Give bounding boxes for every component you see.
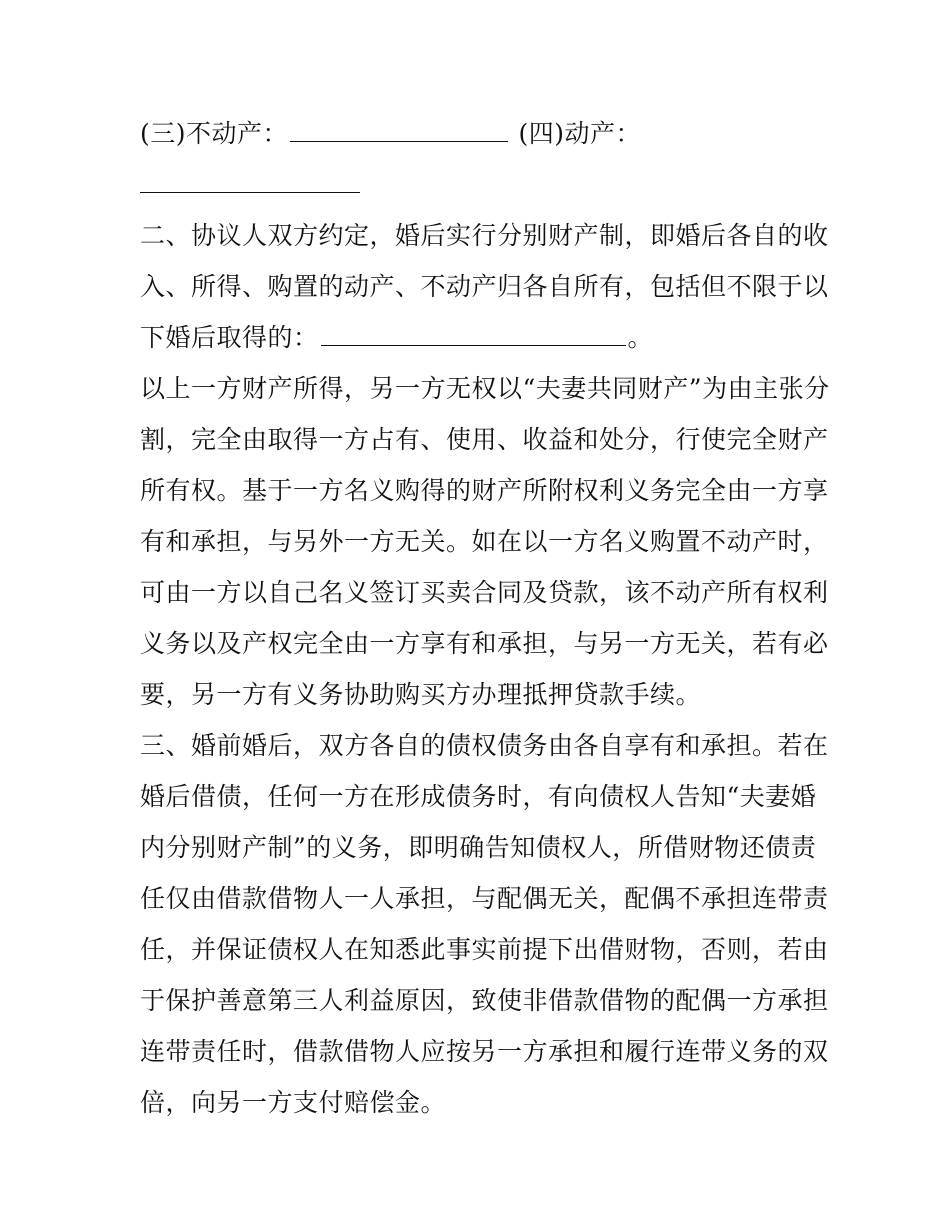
section-2-blank-line [140, 312, 820, 363]
consequence-line: 割，完全由取得一方占有、使用、收益和处分，行使完全财产 [140, 425, 829, 454]
section-2-blank-suffix: 。 [627, 323, 654, 352]
section-3-line: 任，并保证债权人在知悉此事实前提下出借财物，否则，若由 [140, 935, 829, 964]
consequence-line: 义务以及产权完全由一方享有和承担，与另一方无关，若有必 [140, 629, 829, 658]
consequence-line: 要，另一方有义务协助购买方办理抵押贷款手续。 [140, 680, 702, 709]
movable-property-blank [140, 162, 360, 193]
section-3-line: 婚后借债，任何一方在形成债务时，有向债权人告知“夫妻婚 [140, 782, 817, 811]
consequence-line: 所有权。基于一方名义购得的财产所附权利义务完全由一方享 [140, 476, 829, 505]
section-3-line: 连带责任时，借款借物人应按另一方承担和履行连带义务的双 [140, 1037, 829, 1066]
movable-property-label: (四)动产： [518, 119, 641, 148]
section-3 [140, 720, 829, 1128]
consequence-line: 有和承担，与另外一方无关。如在以一方名义购置不动产时， [140, 527, 829, 556]
consequence-line: 可由一方以自己名义签订买卖合同及贷款，该不动产所有权利 [140, 578, 829, 607]
section-2-line: 二、协议人双方约定，婚后实行分别财产制，即婚后各自的收 [140, 221, 829, 250]
consequence-paragraph [140, 363, 830, 720]
section-3-line: 于保护善意第三人利益原因，致使非借款借物的配偶一方承担 [140, 986, 829, 1015]
property-items-line [140, 108, 820, 159]
acquired-property-blank [321, 315, 626, 346]
section-2 [140, 210, 829, 363]
document-body [140, 108, 830, 1128]
section-2-blank-prefix: 下婚后取得的： [140, 323, 319, 352]
section-3-line: 内分别财产制”的义务，即明确告知债权人，所借财物还债责 [140, 833, 817, 862]
movable-property-blank-line [140, 159, 820, 210]
section-3-line: 任仅由借款借物人一人承担，与配偶无关，配偶不承担连带责 [140, 884, 829, 913]
section-3-line: 三、婚前婚后，双方各自的债权债务由各自享有和承担。若在 [140, 731, 829, 760]
real-estate-label: (三)不动产： [140, 119, 289, 148]
section-2-line: 入、所得、购置的动产、不动产归各自所有，包括但不限于以 [140, 272, 829, 301]
real-estate-blank [290, 111, 508, 142]
section-3-line: 倍，向另一方支付赔偿金。 [140, 1088, 447, 1117]
consequence-line: 以上一方财产所得，另一方无权以“夫妻共同财产”为由主张分 [140, 374, 830, 403]
